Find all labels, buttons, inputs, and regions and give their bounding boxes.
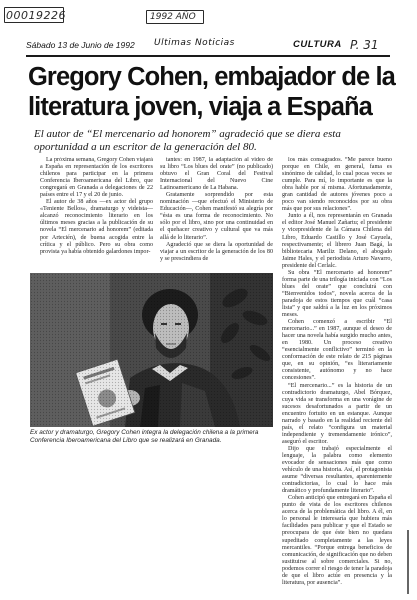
page-edge-mark [407, 530, 409, 594]
year-note: 1992 AÑO [150, 12, 196, 22]
paragraph: Cohen anticipó que entregará en España el punto de vista de los escritores chilenos acerca de la problemática del libro. A él, en lo personal le interesaría que hubiera más facilidades para publicar y que el Estado se preocupara de que éste bien no quedara supeditado completamente a las leyes mercantiles. “Porque entrega beneficios de comunicación, de significación que no deben sustituirse al sobre comerciales. Si no, podemos correr el riesgo de tener la paradoja de que el libro actúe en presencia y la literatura, por ausencia”. [282, 495, 392, 586]
paragraph: tantes: en 1987, la adaptación al video de su libro “Los blues del orate” (no publicado) obtuvo el Gran Coral del Festival Internacional del Nuevo Cine Latinoamericano de La Habana. [160, 157, 273, 192]
photo-caption: Ex actor y dramaturgo, Gregory Cohen integra la delegación chilena a la primera Conferencia Iberoamericana del Libro que se realizará en Granada. [30, 429, 259, 444]
article-column-2 [160, 157, 273, 269]
paragraph: La próxima semana, Gregory Cohen viajará a España en representación de los escritores chilenos para participar en la primera Conferencia Iberoamericana del Libro, que congregará en Granada a delegaciones de 22 países entre el 17 y el 20 de junio. [40, 157, 153, 199]
article-headline: Gregory Cohen, embajador de la literatura joven, viaja a España [28, 63, 395, 121]
paragraph: Gratamente sorprendido por esta nominación —que efectuó el Ministerio de Educación—, Cohen manifestó su alegría por “ésta es una forma de reconocimiento. No sólo por el libro, sino por una continuidad en el quehacer creativo y cultural que va más allá de lo literario”. [160, 192, 273, 241]
article-deck: El autor de “El mercenario ad honorem” agradeció que se diera esta oportunidad a un escritor de la generación del 80. [34, 128, 341, 153]
paragraph: “El mercenario...” es la historia de un contradictorio dramaturgo, Abel Bórquez, cuya vida se transforma en una vorágine de sucesos desafortunados a partir de un encuentro fortuito en un estanque. Aunque narrado y basado en la realidad reciente del país, el relato “configura un material independiente y tremendamente irónico”, aseguró el escritor. [282, 382, 392, 445]
paragraph: Cohen comenzó a escribir “El mercenario...” en 1987, aunque el deseo de hacer una novela había surgido mucho antes, en 1980. Un proceso creativo “esencialmente conflictivo” terminó en la conformación de este relato de 215 páginas que, en su opinión, “es literariamente consistente, autónomo y no hace concesiones”. [282, 319, 392, 382]
masthead-rule [26, 55, 390, 57]
paragraph: Junto a él, nos representarán en Granada el editor José Manuel Zañartu; el presidente y vicepresidente de la Cámara Chilena del Libro, Eduardo Castillo y José Cayuela, respectivamente; el librero Juan Bagá, la bibliotecaria Mariliz Delano, el abogado Jaime Hales, y el periodista Arturo Navarro, presidente del Cerlalc. [282, 213, 392, 269]
clipping-id: 00019226 [6, 9, 66, 22]
publication-date: Sábado 13 de Junio de 1992 [26, 40, 135, 50]
article-column-1 [40, 157, 153, 269]
paragraph: Agradeció que se diera la oportunidad de viajar a un escritor de la generación de los 80 y se prescindiera de [160, 241, 273, 262]
section-name: CULTURA [293, 39, 342, 50]
author-photo-illustration [30, 273, 273, 427]
masthead [26, 38, 396, 54]
newspaper-name: Ultimas Noticias [154, 38, 235, 48]
page-note: P. 31 [350, 38, 379, 52]
paragraph: los más consagrados. “Me parece bueno porque en Chile, en general, fama es sinónimo de calidad, lo cual pocas veces se cumple. Para mí, lo importante es que la obra hable por sí misma. Afortunadamente, gran cantidad de autores jóvenes poco a poco van siendo reconocidos por su obra más que por sus relaciones”. [282, 157, 392, 213]
paragraph: Su obra “El mercenario ad honorem” forma parte de una trilogía iniciada con “Los blues del orate” que concluirá con “Bienvenidos todos”, novela acerca de la paradoja de estos tiempos que cuál “casa lista” y que saldrá a la luz en los próximos meses. [282, 269, 392, 319]
paragraph: El autor de 38 años —ex actor del grupo «Teniente Bellos», dramaturgo y videista— alcanzó reconocimiento literario en los últimos meses gracias a la publicación de su novela “El mercenario ad honorem” (editada por Artecién), de buena acogida entre la crítica y el público. Pero su obra como provista ya había obtenido galardones impor- [40, 199, 153, 255]
paragraph: Dijo que trabajó especialmente el lenguaje, la palabra como elemento evocador de sensaciones más que como vehículo de una historia. Así, el protagonista asume “diversas resultantes, aparentemente contradictorias, lo cual lo hace más dramático y profundamente literario”. [282, 445, 392, 495]
author-photo [30, 273, 273, 427]
article-column-3 [282, 157, 392, 589]
